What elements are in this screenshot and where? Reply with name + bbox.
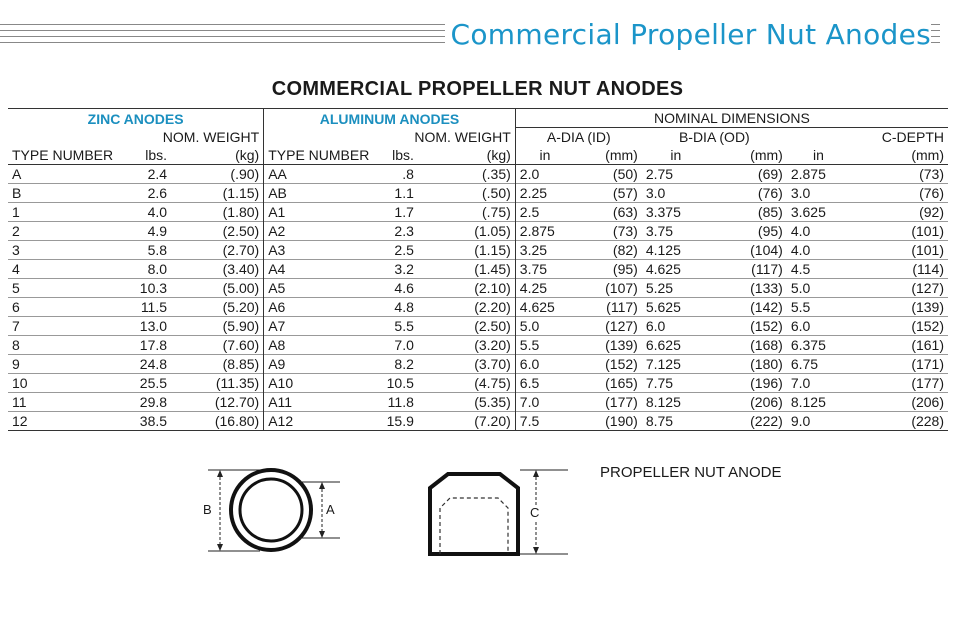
a-mm-cell: (177) [574,393,642,412]
c-in-header: in [787,146,850,165]
table-row [8,317,948,336]
al-kg-cell: (1.05) [418,222,515,241]
b-mm-cell: (69) [710,165,787,184]
b-dia-header: B-DIA (OD) [678,129,750,145]
label-a: A [326,502,335,517]
al-lbs-cell: 1.1 [373,184,418,203]
al-kg-cell: (4.75) [418,374,515,393]
c-mm-cell: (101) [850,222,948,241]
label-c: C [530,505,540,520]
a-in-cell: 6.0 [515,355,574,374]
zinc-kg-cell: (5.20) [171,298,264,317]
al-type-cell: AB [264,184,374,203]
al-type-cell: A2 [264,222,374,241]
b-mm-cell: (85) [710,203,787,222]
b-mm-cell: (142) [710,298,787,317]
al-kg-cell: (7.20) [418,412,515,431]
b-mm-cell: (133) [710,279,787,298]
zinc-kg-cell: (11.35) [171,374,264,393]
al-lbs-cell: 7.0 [373,336,418,355]
table-row [8,336,948,355]
al-lbs-cell: 11.8 [373,393,418,412]
b-mm-cell: (104) [710,241,787,260]
zinc-kg-cell: (3.40) [171,260,264,279]
zinc-lbs-cell: 4.0 [117,203,171,222]
c-in-cell: 6.75 [787,355,850,374]
al-type-cell: A10 [264,374,374,393]
zinc-lbs-cell: 38.5 [117,412,171,431]
al-type-cell: AA [264,165,374,184]
a-in-header: in [515,146,574,165]
c-mm-cell: (73) [850,165,948,184]
b-in-cell: 3.75 [642,222,710,241]
a-mm-cell: (57) [574,184,642,203]
zinc-lbs-cell: 24.8 [117,355,171,374]
b-mm-header: (mm) [710,146,787,165]
a-dia-header: A-DIA (ID) [515,128,642,147]
zinc-type-cell: 9 [8,355,117,374]
zinc-kg-cell: (8.85) [171,355,264,374]
al-kg-cell: (5.35) [418,393,515,412]
a-in-cell: 2.875 [515,222,574,241]
b-mm-cell: (117) [710,260,787,279]
al-type-cell: A1 [264,203,374,222]
al-lbs-cell: 1.7 [373,203,418,222]
a-in-cell: 4.25 [515,279,574,298]
a-mm-cell: (190) [574,412,642,431]
zinc-kg-cell: (5.90) [171,317,264,336]
banner-title: Commercial Propeller Nut Anodes [445,18,931,51]
table-row [8,222,948,241]
table-row [8,298,948,317]
zinc-lbs-cell: 17.8 [117,336,171,355]
page-title: COMMERCIAL PROPELLER NUT ANODES [271,78,684,100]
a-in-cell: 3.75 [515,260,574,279]
al-kg-cell: (1.15) [418,241,515,260]
a-mm-cell: (127) [574,317,642,336]
table-row [8,203,948,222]
zinc-type-cell: 12 [8,412,117,431]
al-lbs-cell: 3.2 [373,260,418,279]
zinc-type-cell: A [8,165,117,184]
c-in-cell: 4.0 [787,222,850,241]
table-row [8,184,948,203]
c-mm-cell: (114) [850,260,948,279]
b-in-cell: 3.0 [642,184,710,203]
a-in-cell: 2.25 [515,184,574,203]
zinc-kg-cell: (2.70) [171,241,264,260]
b-in-cell: 8.75 [642,412,710,431]
zinc-lbs-cell: 25.5 [117,374,171,393]
c-mm-cell: (177) [850,374,948,393]
zinc-kg-cell: (16.80) [171,412,264,431]
b-in-cell: 7.125 [642,355,710,374]
zinc-lbs-cell: 2.4 [117,165,171,184]
b-in-cell: 6.625 [642,336,710,355]
b-in-cell: 7.75 [642,374,710,393]
al-kg-cell: (2.10) [418,279,515,298]
al-lbs-cell: 4.6 [373,279,418,298]
c-mm-cell: (92) [850,203,948,222]
al-lbs-cell: 2.5 [373,241,418,260]
circle-diagram [200,462,360,562]
table-row [8,393,948,412]
al-kg-cell: (3.20) [418,336,515,355]
a-mm-cell: (165) [574,374,642,393]
b-in-cell: 8.125 [642,393,710,412]
c-mm-cell: (206) [850,393,948,412]
zinc-type-cell: 6 [8,298,117,317]
al-lbs-cell: .8 [373,165,418,184]
c-in-cell: 5.5 [787,298,850,317]
zinc-type-cell: 11 [8,393,117,412]
c-in-cell: 9.0 [787,412,850,431]
a-mm-cell: (82) [574,241,642,260]
a-in-cell: 7.5 [515,412,574,431]
al-kg-cell: (3.70) [418,355,515,374]
a-mm-cell: (50) [574,165,642,184]
nut-profile-diagram [420,462,580,562]
c-mm-cell: (101) [850,241,948,260]
zinc-type-cell: 7 [8,317,117,336]
zinc-lbs-cell: 29.8 [117,393,171,412]
c-in-cell: 8.125 [787,393,850,412]
al-kg-cell: (2.50) [418,317,515,336]
table-row [8,412,948,431]
c-mm-cell: (228) [850,412,948,431]
c-mm-cell: (171) [850,355,948,374]
c-in-cell: 4.5 [787,260,850,279]
a-mm-header: (mm) [574,146,642,165]
zinc-nom-weight-header: NOM. WEIGHT [162,129,260,145]
anode-table [8,108,948,431]
al-lbs-cell: 5.5 [373,317,418,336]
zinc-type-header: TYPE NUMBER [8,146,117,165]
zinc-type-cell: 1 [8,203,117,222]
b-in-cell: 6.0 [642,317,710,336]
c-in-cell: 4.0 [787,241,850,260]
al-type-cell: A4 [264,260,374,279]
zinc-kg-cell: (12.70) [171,393,264,412]
b-in-cell: 2.75 [642,165,710,184]
al-lbs-cell: 15.9 [373,412,418,431]
al-lbs-cell: 4.8 [373,298,418,317]
zinc-type-cell: B [8,184,117,203]
b-in-cell: 4.125 [642,241,710,260]
c-mm-cell: (127) [850,279,948,298]
zinc-type-cell: 5 [8,279,117,298]
c-mm-header: (mm) [850,146,948,165]
c-in-cell: 7.0 [787,374,850,393]
zinc-kg-header: (kg) [171,146,264,165]
al-kg-cell: (.75) [418,203,515,222]
zinc-kg-cell: (.90) [171,165,264,184]
al-type-cell: A9 [264,355,374,374]
al-nom-weight-header: NOM. WEIGHT [414,129,511,145]
table-body [8,165,948,431]
c-in-cell: 3.625 [787,203,850,222]
zinc-lbs-cell: 8.0 [117,260,171,279]
b-mm-cell: (206) [710,393,787,412]
a-in-cell: 7.0 [515,393,574,412]
a-in-cell: 5.5 [515,336,574,355]
dims-group-header: NOMINAL DIMENSIONS [515,109,948,128]
al-type-cell: A7 [264,317,374,336]
b-in-header: in [642,146,710,165]
table-row [8,241,948,260]
c-in-cell: 6.0 [787,317,850,336]
zinc-type-cell: 8 [8,336,117,355]
a-mm-cell: (63) [574,203,642,222]
zinc-kg-cell: (2.50) [171,222,264,241]
al-kg-cell: (.50) [418,184,515,203]
al-type-cell: A8 [264,336,374,355]
c-mm-cell: (152) [850,317,948,336]
b-mm-cell: (222) [710,412,787,431]
c-mm-cell: (161) [850,336,948,355]
zinc-kg-cell: (1.80) [171,203,264,222]
al-type-cell: A3 [264,241,374,260]
c-depth-header: C-DEPTH [881,129,944,145]
c-in-cell: 2.875 [787,165,850,184]
b-in-cell: 3.375 [642,203,710,222]
a-mm-cell: (152) [574,355,642,374]
c-mm-cell: (76) [850,184,948,203]
a-in-cell: 6.5 [515,374,574,393]
label-b: B [203,502,212,517]
zinc-group-header: ZINC ANODES [8,109,264,128]
zinc-lbs-cell: 13.0 [117,317,171,336]
zinc-kg-cell: (7.60) [171,336,264,355]
a-mm-cell: (73) [574,222,642,241]
table-row [8,279,948,298]
a-mm-cell: (139) [574,336,642,355]
al-type-header: TYPE NUMBER [264,146,374,165]
table-row [8,165,948,184]
al-lbs-cell: 10.5 [373,374,418,393]
zinc-kg-cell: (1.15) [171,184,264,203]
c-mm-cell: (139) [850,298,948,317]
table-row [8,260,948,279]
al-lbs-header: lbs. [373,146,418,165]
c-in-cell: 6.375 [787,336,850,355]
al-lbs-cell: 8.2 [373,355,418,374]
zinc-lbs-cell: 10.3 [117,279,171,298]
al-kg-cell: (2.20) [418,298,515,317]
b-mm-cell: (76) [710,184,787,203]
b-mm-cell: (196) [710,374,787,393]
zinc-type-cell: 4 [8,260,117,279]
al-type-cell: A5 [264,279,374,298]
b-mm-cell: (152) [710,317,787,336]
zinc-lbs-cell: 2.6 [117,184,171,203]
a-mm-cell: (107) [574,279,642,298]
a-in-cell: 5.0 [515,317,574,336]
c-in-cell: 5.0 [787,279,850,298]
zinc-lbs-cell: 11.5 [117,298,171,317]
zinc-type-cell: 2 [8,222,117,241]
table-row [8,374,948,393]
a-in-cell: 3.25 [515,241,574,260]
c-in-cell: 3.0 [787,184,850,203]
zinc-type-cell: 3 [8,241,117,260]
diagram-caption: PROPELLER NUT ANODE [600,464,782,481]
zinc-lbs-cell: 4.9 [117,222,171,241]
al-type-cell: A11 [264,393,374,412]
zinc-type-cell: 10 [8,374,117,393]
al-kg-cell: (1.45) [418,260,515,279]
al-kg-header: (kg) [418,146,515,165]
a-mm-cell: (117) [574,298,642,317]
b-mm-cell: (95) [710,222,787,241]
b-mm-cell: (180) [710,355,787,374]
table-row [8,355,948,374]
b-in-cell: 5.25 [642,279,710,298]
zinc-lbs-header: lbs. [117,146,171,165]
a-in-cell: 4.625 [515,298,574,317]
a-in-cell: 2.0 [515,165,574,184]
a-in-cell: 2.5 [515,203,574,222]
zinc-lbs-cell: 5.8 [117,241,171,260]
zinc-kg-cell: (5.00) [171,279,264,298]
aluminum-group-header: ALUMINUM ANODES [264,109,516,128]
al-type-cell: A6 [264,298,374,317]
b-in-cell: 4.625 [642,260,710,279]
a-mm-cell: (95) [574,260,642,279]
al-type-cell: A12 [264,412,374,431]
b-in-cell: 5.625 [642,298,710,317]
al-kg-cell: (.35) [418,165,515,184]
al-lbs-cell: 2.3 [373,222,418,241]
b-mm-cell: (168) [710,336,787,355]
